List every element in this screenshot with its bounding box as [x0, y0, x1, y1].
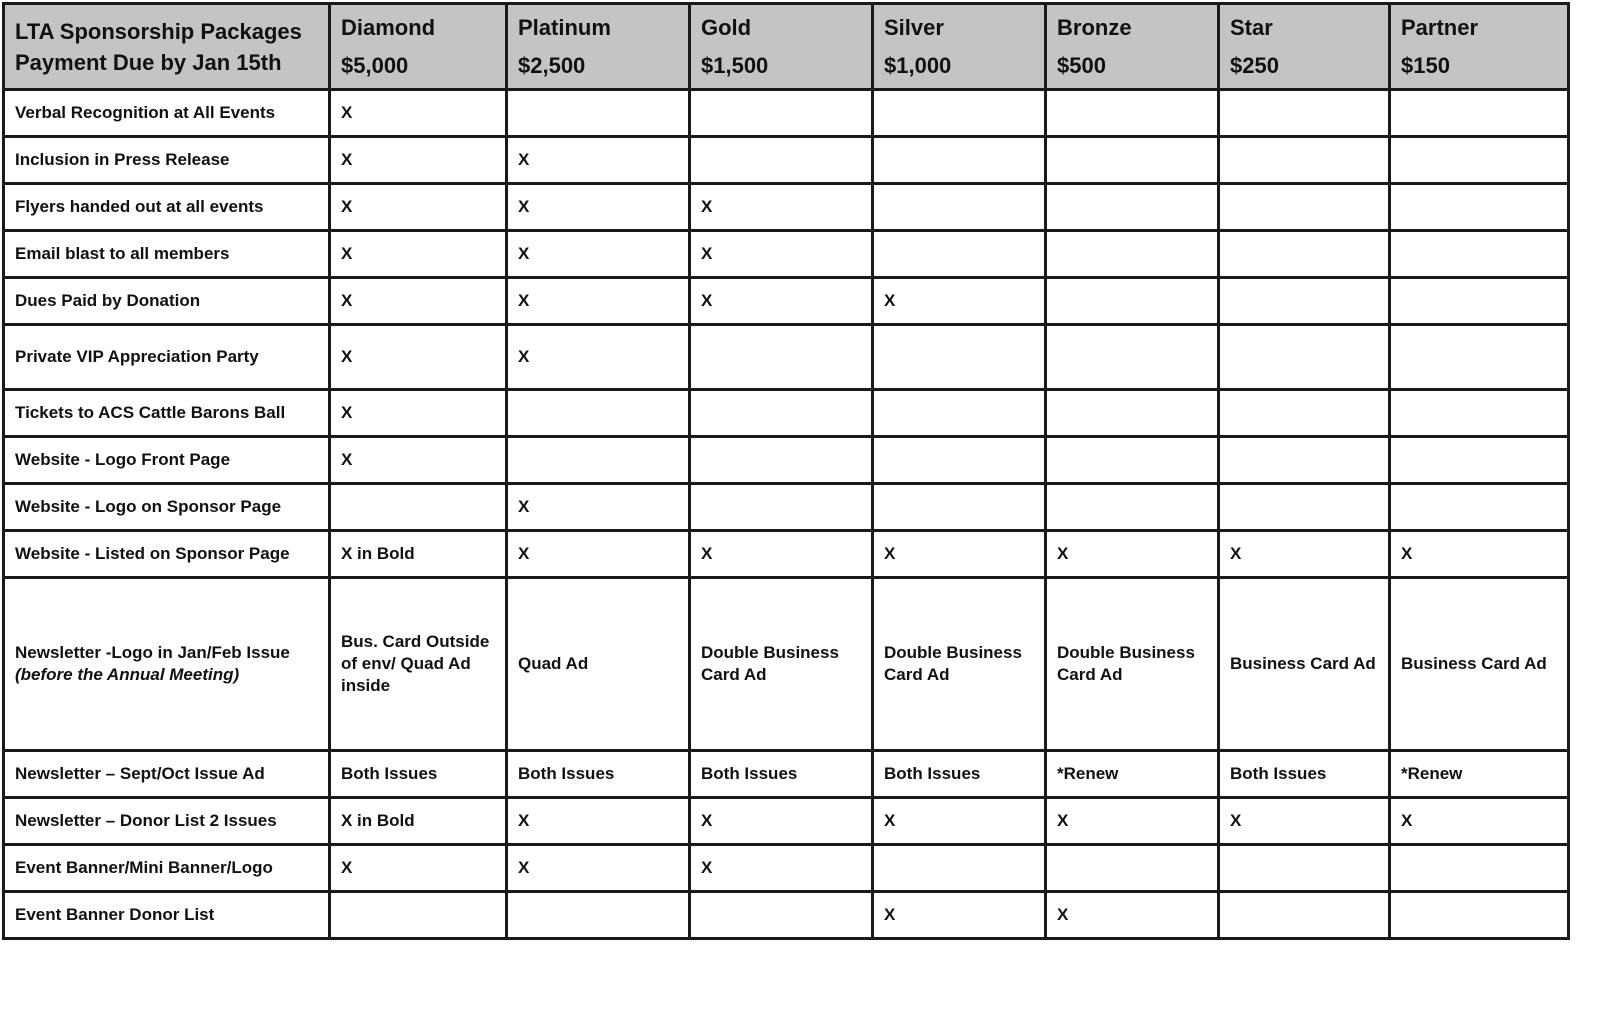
benefit-cell — [1390, 845, 1569, 892]
benefit-cell — [1390, 390, 1569, 437]
benefit-value: X — [341, 450, 353, 469]
table-row — [4, 90, 1569, 137]
benefit-cell — [690, 892, 873, 939]
benefit-value: X — [1230, 544, 1242, 563]
benefit-value: X — [341, 858, 353, 877]
row-label — [4, 578, 330, 751]
benefit-value: X — [341, 103, 353, 122]
benefit-value: X — [1230, 811, 1242, 830]
table-row — [4, 531, 1569, 578]
benefit-value: X — [341, 244, 353, 263]
row-label — [4, 845, 330, 892]
row-label-text: Newsletter – Sept/Oct Issue Ad — [15, 764, 265, 783]
benefit-cell — [690, 437, 873, 484]
benefit-cell — [1046, 231, 1219, 278]
benefit-cell — [1390, 437, 1569, 484]
benefit-cell — [330, 484, 507, 531]
benefit-cell — [330, 437, 507, 484]
benefit-cell — [330, 845, 507, 892]
benefit-value: X — [518, 811, 530, 830]
benefit-value: X — [341, 197, 353, 216]
benefit-cell — [1046, 137, 1219, 184]
benefit-cell — [1219, 137, 1390, 184]
row-label-text: Dues Paid by Donation — [15, 291, 201, 310]
row-label — [4, 278, 330, 325]
benefit-value: X — [701, 291, 713, 310]
benefit-cell — [330, 184, 507, 231]
tier-name: Gold — [701, 14, 752, 40]
benefit-cell — [330, 798, 507, 845]
benefit-value: X — [701, 197, 713, 216]
table-row — [4, 184, 1569, 231]
tier-name: Diamond — [341, 14, 436, 40]
table-row — [4, 390, 1569, 437]
benefit-value: Both Issues — [884, 764, 981, 783]
row-label-text: Event Banner/Mini Banner/Logo — [15, 858, 273, 877]
header-row — [4, 4, 1569, 90]
tier-price: $1,000 — [884, 52, 952, 78]
benefit-cell — [1046, 90, 1219, 137]
title-line-1: LTA Sponsorship Packages — [15, 18, 302, 44]
benefit-cell — [330, 578, 507, 751]
benefit-cell — [1390, 484, 1569, 531]
benefit-value: X — [701, 858, 713, 877]
tier-name: Star — [1230, 14, 1273, 40]
benefit-cell — [1046, 578, 1219, 751]
benefit-cell — [1219, 892, 1390, 939]
benefit-cell — [507, 90, 690, 137]
benefit-cell — [1219, 184, 1390, 231]
benefit-cell — [507, 751, 690, 798]
table-row — [4, 231, 1569, 278]
row-label — [4, 798, 330, 845]
benefit-value: X — [341, 150, 353, 169]
benefit-cell — [1390, 90, 1569, 137]
benefit-value: X — [518, 291, 530, 310]
benefit-cell — [507, 892, 690, 939]
benefit-cell — [690, 845, 873, 892]
benefit-cell — [507, 231, 690, 278]
benefit-cell — [330, 90, 507, 137]
tier-price: $2,500 — [518, 52, 586, 78]
row-label-text: Event Banner Donor List — [15, 905, 215, 924]
tier-header-gold — [690, 4, 873, 90]
benefit-cell — [873, 137, 1046, 184]
tier-name: Bronze — [1057, 14, 1132, 40]
benefit-cell — [690, 278, 873, 325]
benefit-cell — [330, 390, 507, 437]
benefit-cell — [1219, 437, 1390, 484]
benefit-cell — [690, 578, 873, 751]
table-row — [4, 892, 1569, 939]
benefit-cell — [873, 390, 1046, 437]
row-label — [4, 751, 330, 798]
benefit-cell — [507, 278, 690, 325]
benefit-value: X — [884, 905, 896, 924]
benefit-value: Quad Ad — [518, 654, 589, 673]
tier-header-partner — [1390, 4, 1569, 90]
benefit-cell — [1046, 184, 1219, 231]
benefit-cell — [690, 484, 873, 531]
benefit-cell — [1046, 751, 1219, 798]
benefit-cell — [507, 390, 690, 437]
benefit-cell — [330, 278, 507, 325]
benefit-value: Both Issues — [1230, 764, 1327, 783]
benefit-value: X in Bold — [341, 811, 415, 830]
benefit-value: X — [341, 291, 353, 310]
table-row — [4, 437, 1569, 484]
benefit-cell — [1046, 892, 1219, 939]
table-row — [4, 798, 1569, 845]
tier-header-diamond — [330, 4, 507, 90]
benefit-value: X — [1401, 544, 1413, 563]
benefit-cell — [873, 231, 1046, 278]
row-label-text: Website - Logo Front Page — [15, 450, 231, 469]
benefit-value: X — [518, 544, 530, 563]
row-label-text: Email blast to all members — [15, 244, 230, 263]
row-label-text: Website - Listed on Sponsor Page — [15, 544, 290, 563]
benefit-cell — [330, 892, 507, 939]
benefit-cell — [1046, 325, 1219, 390]
benefit-cell — [1046, 437, 1219, 484]
benefit-value: Bus. Card Outside of env/ Quad Ad inside — [341, 632, 490, 695]
benefit-cell — [507, 184, 690, 231]
benefit-cell — [1219, 751, 1390, 798]
table-row — [4, 484, 1569, 531]
benefit-cell — [1219, 325, 1390, 390]
benefit-cell — [690, 231, 873, 278]
benefit-value: X — [341, 403, 353, 422]
row-label — [4, 531, 330, 578]
benefit-cell — [1219, 531, 1390, 578]
sponsorship-table-container — [2, 2, 1570, 940]
benefit-value: X — [518, 497, 530, 516]
table-row — [4, 325, 1569, 390]
row-label-text: Inclusion in Press Release — [15, 150, 230, 169]
benefit-cell — [507, 578, 690, 751]
benefit-cell — [1390, 531, 1569, 578]
table-row — [4, 845, 1569, 892]
row-label-text: Private VIP Appreciation Party — [15, 347, 259, 366]
row-label-text: Flyers handed out at all events — [15, 197, 264, 216]
table-row — [4, 751, 1569, 798]
row-label — [4, 390, 330, 437]
benefit-cell — [330, 531, 507, 578]
benefit-cell — [1219, 390, 1390, 437]
row-label — [4, 484, 330, 531]
row-label-text: Tickets to ACS Cattle Barons Ball — [15, 403, 286, 422]
benefit-value: X — [701, 544, 713, 563]
benefit-cell — [1219, 484, 1390, 531]
row-label-text: Website - Logo on Sponsor Page — [15, 497, 282, 516]
row-label — [4, 437, 330, 484]
benefit-cell — [873, 531, 1046, 578]
benefit-cell — [507, 845, 690, 892]
benefit-value: X — [518, 244, 530, 263]
tier-header-platinum — [507, 4, 690, 90]
benefit-cell — [330, 325, 507, 390]
benefit-value: X — [1057, 544, 1069, 563]
benefit-cell — [507, 325, 690, 390]
benefit-value: Double Business Card Ad — [701, 643, 839, 684]
benefit-value: Both Issues — [341, 764, 438, 783]
benefit-cell — [690, 531, 873, 578]
title-line-2: Payment Due by Jan 15th — [15, 49, 282, 75]
benefit-cell — [1219, 798, 1390, 845]
benefit-cell — [507, 531, 690, 578]
benefit-value: X — [1057, 811, 1069, 830]
benefit-value: Both Issues — [701, 764, 798, 783]
table-title — [4, 4, 330, 90]
row-label-note: (before the Annual Meeting) — [15, 665, 240, 684]
benefit-cell — [690, 137, 873, 184]
tier-header-silver — [873, 4, 1046, 90]
benefit-cell — [1046, 484, 1219, 531]
benefit-cell — [690, 390, 873, 437]
benefit-cell — [330, 231, 507, 278]
benefit-value: X — [518, 347, 530, 366]
benefit-cell — [1219, 231, 1390, 278]
benefit-value: X — [518, 197, 530, 216]
benefit-cell — [1390, 892, 1569, 939]
benefit-cell — [1390, 325, 1569, 390]
benefit-cell — [1046, 531, 1219, 578]
row-label — [4, 184, 330, 231]
benefit-cell — [1390, 751, 1569, 798]
benefit-value: X — [884, 811, 896, 830]
tier-price: $150 — [1401, 52, 1450, 78]
benefit-cell — [873, 892, 1046, 939]
benefit-cell — [690, 751, 873, 798]
benefit-cell — [873, 578, 1046, 751]
benefit-cell — [1046, 278, 1219, 325]
tier-price: $5,000 — [341, 52, 409, 78]
benefit-value: Double Business Card Ad — [1057, 643, 1195, 684]
tier-price: $250 — [1230, 52, 1279, 78]
benefit-cell — [1390, 798, 1569, 845]
benefit-cell — [873, 184, 1046, 231]
benefit-value: Both Issues — [518, 764, 615, 783]
benefit-cell — [873, 845, 1046, 892]
benefit-cell — [1046, 798, 1219, 845]
row-label-text: Verbal Recognition at All Events — [15, 103, 276, 122]
tier-price: $500 — [1057, 52, 1106, 78]
tier-header-star — [1219, 4, 1390, 90]
benefit-cell — [873, 798, 1046, 845]
row-label — [4, 892, 330, 939]
benefit-value: X — [701, 244, 713, 263]
benefit-value: X — [884, 544, 896, 563]
row-label — [4, 325, 330, 390]
benefit-value: X — [518, 150, 530, 169]
sponsorship-table — [2, 2, 1570, 940]
benefit-value: X — [1057, 905, 1069, 924]
benefit-value: Business Card Ad — [1230, 654, 1376, 673]
benefit-cell — [1390, 578, 1569, 751]
benefit-value: Business Card Ad — [1401, 654, 1547, 673]
benefit-value: X — [518, 858, 530, 877]
benefit-value: Double Business Card Ad — [884, 643, 1022, 684]
benefit-value: X in Bold — [341, 544, 415, 563]
benefit-value: X — [1401, 811, 1413, 830]
benefit-cell — [873, 325, 1046, 390]
benefit-cell — [1046, 845, 1219, 892]
benefit-value: X — [701, 811, 713, 830]
table-row — [4, 137, 1569, 184]
row-label — [4, 231, 330, 278]
benefit-value: X — [341, 347, 353, 366]
benefit-cell — [507, 798, 690, 845]
benefit-cell — [1390, 137, 1569, 184]
benefit-cell — [1046, 390, 1219, 437]
benefit-cell — [690, 90, 873, 137]
benefit-cell — [1219, 845, 1390, 892]
benefit-cell — [873, 437, 1046, 484]
benefit-cell — [873, 751, 1046, 798]
benefit-cell — [507, 437, 690, 484]
benefit-cell — [873, 278, 1046, 325]
benefit-cell — [690, 798, 873, 845]
row-label — [4, 137, 330, 184]
benefit-cell — [690, 184, 873, 231]
benefit-cell — [1219, 578, 1390, 751]
row-label — [4, 90, 330, 137]
benefit-cell — [1219, 278, 1390, 325]
tier-header-bronze — [1046, 4, 1219, 90]
table-row — [4, 278, 1569, 325]
tier-price: $1,500 — [701, 52, 769, 78]
benefit-cell — [1219, 90, 1390, 137]
benefit-cell — [1390, 278, 1569, 325]
benefit-cell — [330, 751, 507, 798]
benefit-cell — [690, 325, 873, 390]
benefit-cell — [507, 137, 690, 184]
benefit-value: X — [884, 291, 896, 310]
table-row — [4, 578, 1569, 751]
benefit-cell — [873, 90, 1046, 137]
benefit-cell — [330, 137, 507, 184]
benefit-cell — [873, 484, 1046, 531]
benefit-cell — [1390, 231, 1569, 278]
table-body — [4, 90, 1569, 939]
tier-name: Partner — [1401, 14, 1479, 40]
benefit-value: *Renew — [1057, 764, 1119, 783]
benefit-cell — [507, 484, 690, 531]
row-label-text: Newsletter – Donor List 2 Issues — [15, 811, 277, 830]
benefit-cell — [1390, 184, 1569, 231]
benefit-value: *Renew — [1401, 764, 1463, 783]
tier-name: Silver — [884, 14, 944, 40]
row-label-text: Newsletter -Logo in Jan/Feb Issue — [15, 643, 290, 662]
tier-name: Platinum — [518, 14, 611, 40]
